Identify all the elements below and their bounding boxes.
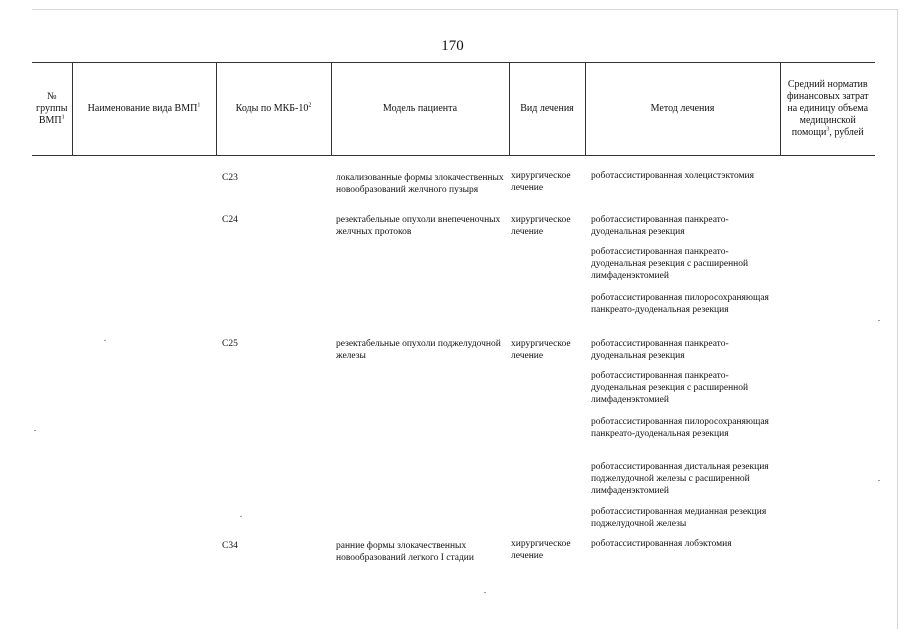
row-c34-type: хирургическое лечение (511, 539, 571, 561)
table-header (32, 62, 875, 156)
row-c34-model: ранние формы злокачественных новообразований легкого I стадии (336, 541, 474, 563)
header-mkb-codes: Коды по МКБ-$10^2$ (216, 63, 331, 156)
row-c23-method-1: роботассистированная холецистэктомия (591, 171, 754, 181)
header-patient-model: Модель пациента (331, 63, 509, 156)
row-c25-method-1: роботассистированная панкреато-дуоденальная резекция (591, 339, 729, 361)
row-c25-method-5: роботассистированная медианная резекция поджелудочной железы (591, 507, 767, 529)
scan-speck (878, 320, 880, 321)
scan-speck (484, 592, 486, 593)
row-c25-model: резектабельные опухоли поджелудочной железы (336, 339, 501, 361)
row-c25-method-3: роботассистированная пилоросохраняющая панкреато-дуоденальная резекция (591, 417, 769, 439)
scan-edge-top (32, 9, 898, 10)
scan-speck (104, 340, 106, 341)
page-number: 170 (441, 38, 464, 54)
header-treatment-method: Метод лечения (585, 63, 780, 156)
row-c23-model: локализованные формы злокачественных новообразований желчного пузыря (336, 173, 504, 195)
header-vmp-name: Наименование вида ВМП$^1$ (72, 63, 216, 156)
row-c23-type: хирургическое лечение (511, 171, 571, 193)
row-c34-code: C34 (222, 541, 238, 551)
row-c25-type: хирургическое лечение (511, 339, 571, 361)
row-c23-code: C23 (222, 173, 238, 183)
row-c34-method-1: роботассистированная лобэктомия (591, 539, 732, 549)
row-c24-method-3: роботассистированная пилоросохраняющая панкреато-дуоденальная резекция (591, 293, 769, 315)
row-c24-code: C24 (222, 215, 238, 225)
scan-speck (878, 480, 880, 481)
row-c24-method-2: роботассистированная панкреато-дуоденальная резекция с расширенной лимфаденэктомией (591, 247, 749, 281)
row-c24-method-1: роботассистированная панкреато-дуоденальная резекция (591, 215, 729, 237)
header-group-no: № группы ВМП$^1$ (32, 63, 72, 156)
scan-speck (240, 516, 242, 517)
scan-speck (34, 430, 36, 431)
row-c25-method-4: роботассистированная дистальная резекция поджелудочной железы с расширенной лимфаденэктомией (591, 462, 769, 496)
row-c24-type: хирургическое лечение (511, 215, 571, 237)
row-c24-model: резектабельные опухоли внепеченочных желчных протоков (336, 215, 501, 237)
row-c25-code: C25 (222, 339, 238, 349)
scan-edge-right (897, 9, 898, 629)
header-treatment-type: Вид лечения (509, 63, 585, 156)
header-avg-norm: Средний норматив финансовых затрат на единицу объема медицинской помощи$^3$, рублей (780, 63, 875, 156)
row-c25-method-2: роботассистированная панкреато-дуоденальная резекция с расширенной лимфаденэктомией (591, 371, 749, 405)
